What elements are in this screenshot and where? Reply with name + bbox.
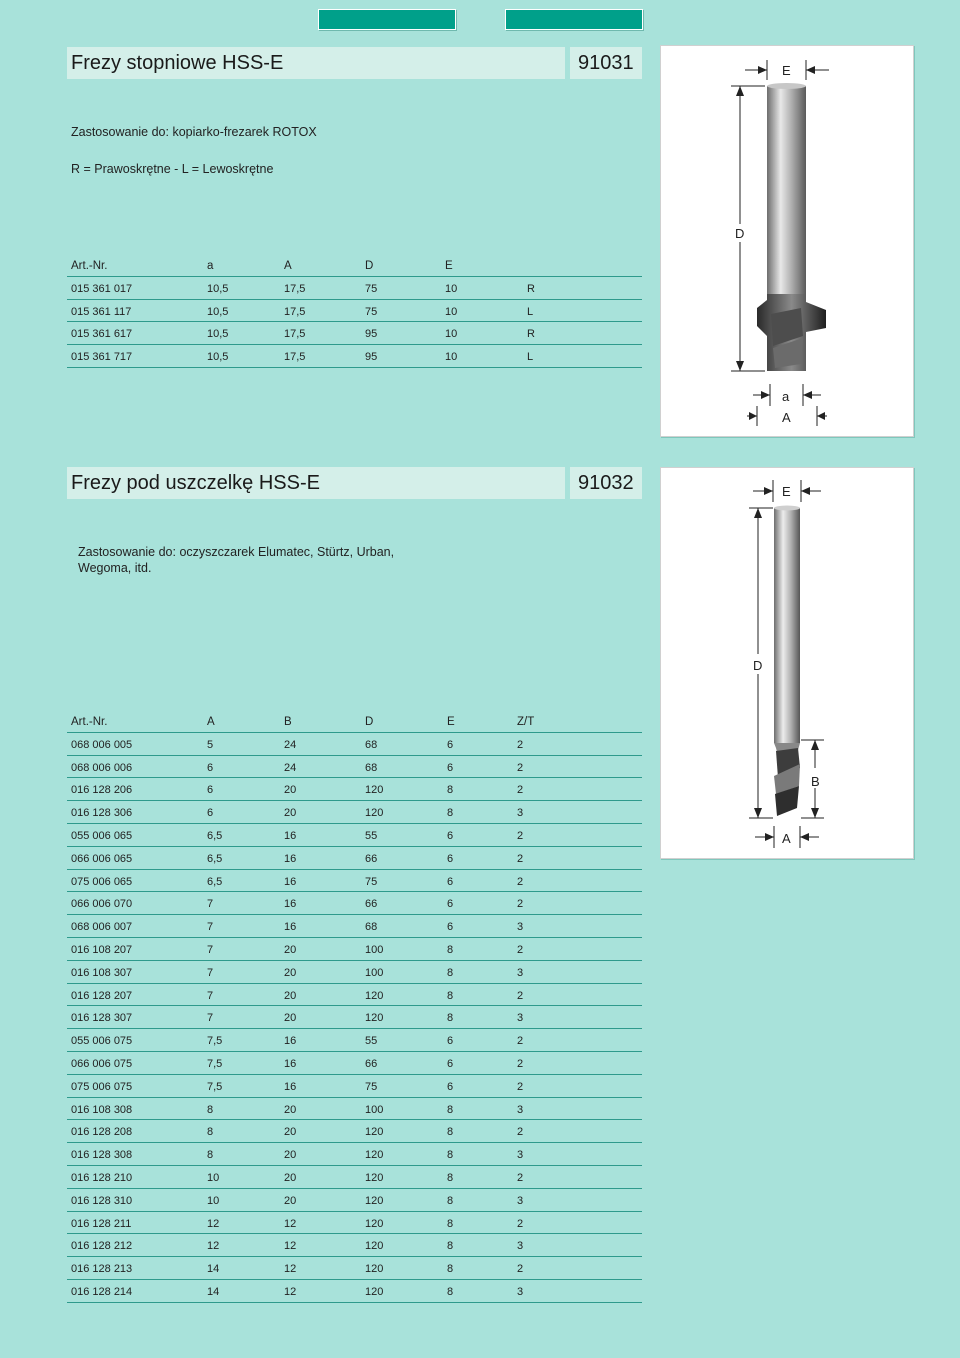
- table-cell: 100: [365, 1103, 384, 1116]
- table-row: [67, 847, 642, 870]
- table-cell: 20: [284, 1126, 297, 1139]
- table-cell: 2: [517, 852, 524, 865]
- table-cell: 7: [207, 898, 214, 911]
- section2-drawing: [660, 467, 914, 859]
- table-cell: 8: [447, 784, 454, 797]
- table-cell: 3: [517, 966, 524, 979]
- table-cell: 8: [447, 1149, 454, 1162]
- table-cell: 16: [284, 898, 297, 911]
- table-cell: 10,5: [207, 282, 229, 295]
- table-cell: 7,5: [207, 1057, 223, 1070]
- table-cell: 75: [365, 282, 378, 295]
- dim-a-label-2: A: [782, 831, 791, 846]
- section2-usage-line1: Zastosowanie do: oczyszczarek Elumatec, Stürtz, Urban,: [78, 545, 395, 559]
- table-cell: 8: [447, 1194, 454, 1207]
- table-cell: 20: [284, 989, 297, 1002]
- table-cell: 2: [517, 829, 524, 842]
- column-header: E: [447, 716, 455, 728]
- table-cell: 120: [365, 1194, 384, 1207]
- table-row: [67, 1189, 642, 1212]
- table-cell: 8: [207, 1103, 214, 1116]
- table-cell: 8: [447, 1126, 454, 1139]
- column-header: B: [284, 716, 292, 728]
- table-cell: 120: [365, 1217, 384, 1230]
- dim-e-label-2: E: [782, 484, 791, 499]
- table-cell: L: [527, 305, 534, 318]
- table-cell: 3: [517, 807, 524, 820]
- table-row: [67, 1212, 642, 1235]
- table-header-row: [67, 254, 642, 277]
- table-cell: 016 108 207: [71, 943, 133, 956]
- table-cell: 10,5: [207, 305, 229, 318]
- table-cell: 17,5: [284, 282, 306, 295]
- table-cell: 055 006 065: [71, 829, 133, 842]
- table-cell: 12: [284, 1217, 297, 1230]
- table-cell: 6: [447, 1035, 454, 1048]
- table-cell: 016 128 213: [71, 1263, 133, 1276]
- seal-groove-cutter-illustration: [661, 468, 913, 858]
- table-cell: 6: [447, 761, 454, 774]
- column-header: Art.-Nr.: [71, 716, 108, 728]
- table-row: [67, 984, 642, 1007]
- table-row: [67, 915, 642, 938]
- table-cell: 2: [517, 761, 524, 774]
- table-row: [67, 1280, 642, 1303]
- table-cell: 120: [365, 1126, 384, 1139]
- table-cell: 7: [207, 1012, 214, 1025]
- table-cell: L: [527, 351, 534, 364]
- table-cell: 8: [447, 1240, 454, 1253]
- table-cell: 3: [517, 1103, 524, 1116]
- table-cell: 6,5: [207, 875, 223, 888]
- table-cell: 120: [365, 989, 384, 1002]
- table-cell: 068 006 007: [71, 921, 133, 934]
- table-cell: 015 361 617: [71, 328, 133, 341]
- table-cell: 7: [207, 921, 214, 934]
- table-cell: 120: [365, 1149, 384, 1162]
- table-cell: 6: [447, 829, 454, 842]
- table-cell: 7: [207, 943, 214, 956]
- dim-b-label: B: [811, 774, 820, 789]
- table-cell: 75: [365, 875, 378, 888]
- table-cell: 7: [207, 989, 214, 1002]
- table-cell: 8: [447, 943, 454, 956]
- table-cell: 066 006 065: [71, 852, 133, 865]
- table-cell: 2: [517, 1057, 524, 1070]
- table-cell: 015 361 117: [71, 305, 132, 318]
- table-cell: 2: [517, 989, 524, 1002]
- table-cell: 3: [517, 1194, 524, 1207]
- table-row: [67, 961, 642, 984]
- table-cell: 66: [365, 898, 378, 911]
- table-cell: 8: [447, 1217, 454, 1230]
- table-cell: 20: [284, 966, 297, 979]
- table-cell: 10: [207, 1171, 220, 1184]
- section1-legend: R = Prawoskrętne - L = Lewoskrętne: [71, 162, 274, 176]
- table-row: [67, 322, 642, 345]
- section2-number: 91032: [570, 467, 642, 499]
- table-cell: 75: [365, 305, 378, 318]
- table-cell: 6: [447, 852, 454, 865]
- table-cell: 8: [447, 807, 454, 820]
- table-cell: 016 108 307: [71, 966, 133, 979]
- table-cell: 2: [517, 1263, 524, 1276]
- table-cell: 6: [447, 875, 454, 888]
- table-cell: 016 128 210: [71, 1171, 133, 1184]
- table-cell: 015 361 717: [71, 351, 133, 364]
- table-cell: 6: [207, 784, 214, 797]
- table-cell: 68: [365, 921, 378, 934]
- table-cell: 17,5: [284, 305, 306, 318]
- table-cell: 8: [447, 989, 454, 1002]
- table-cell: 5: [207, 738, 214, 751]
- table-cell: 14: [207, 1285, 220, 1298]
- table-cell: 20: [284, 1149, 297, 1162]
- table-cell: 068 006 005: [71, 738, 133, 751]
- table-cell: 16: [284, 852, 297, 865]
- table-cell: 016 108 308: [71, 1103, 133, 1116]
- table-cell: 6: [447, 898, 454, 911]
- section1-usage: Zastosowanie do: kopiarko-frezarek ROTOX: [71, 125, 317, 139]
- table-cell: 6: [447, 921, 454, 934]
- table-cell: 120: [365, 1171, 384, 1184]
- table-cell: 6: [207, 761, 214, 774]
- table-cell: 2: [517, 1217, 524, 1230]
- section2-usage-line2: Wegoma, itd.: [78, 561, 152, 575]
- table-row: [67, 1234, 642, 1257]
- table-cell: 016 128 212: [71, 1240, 133, 1253]
- table-row: [67, 1029, 642, 1052]
- column-header: a: [207, 260, 214, 272]
- table-cell: 3: [517, 1240, 524, 1253]
- table-cell: 016 128 310: [71, 1194, 133, 1207]
- table-cell: 015 361 017: [71, 282, 133, 295]
- table-cell: 066 006 070: [71, 898, 133, 911]
- table-cell: 68: [365, 738, 378, 751]
- table-cell: 016 128 207: [71, 989, 133, 1002]
- table-cell: 120: [365, 1285, 384, 1298]
- table-cell: 55: [365, 829, 378, 842]
- table-row: [67, 824, 642, 847]
- table-row: [67, 1257, 642, 1280]
- table-cell: 8: [207, 1126, 214, 1139]
- table-cell: 2: [517, 943, 524, 956]
- table-cell: 68: [365, 761, 378, 774]
- table-cell: 3: [517, 1149, 524, 1162]
- table-cell: 10: [445, 328, 458, 341]
- dim-e-label: E: [782, 63, 791, 78]
- table-row: [67, 778, 642, 801]
- table-cell: 120: [365, 784, 384, 797]
- section1-title: Frezy stopniowe HSS-E: [67, 47, 565, 79]
- table-cell: 6: [447, 1080, 454, 1093]
- table-cell: 20: [284, 784, 297, 797]
- table-cell: 55: [365, 1035, 378, 1048]
- table-cell: 16: [284, 829, 297, 842]
- nav-tab-1[interactable]: [318, 9, 456, 30]
- table-cell: 055 006 075: [71, 1035, 133, 1048]
- section1-table: [67, 254, 642, 368]
- table-cell: 12: [207, 1217, 220, 1230]
- table-cell: R: [527, 282, 535, 295]
- table-cell: 100: [365, 966, 384, 979]
- dim-a-small-label: a: [782, 389, 790, 404]
- table-row: [67, 756, 642, 779]
- table-cell: 075 006 065: [71, 875, 133, 888]
- table-cell: 3: [517, 921, 524, 934]
- table-cell: 066 006 075: [71, 1057, 133, 1070]
- table-cell: 3: [517, 1285, 524, 1298]
- table-cell: 016 128 208: [71, 1126, 133, 1139]
- table-cell: 16: [284, 875, 297, 888]
- table-cell: 100: [365, 943, 384, 956]
- table-cell: 20: [284, 1012, 297, 1025]
- table-row: [67, 1166, 642, 1189]
- table-header-row: [67, 710, 642, 733]
- table-cell: 16: [284, 1035, 297, 1048]
- table-cell: 6: [207, 807, 214, 820]
- table-cell: 8: [447, 1012, 454, 1025]
- table-cell: 75: [365, 1080, 378, 1093]
- table-cell: 8: [447, 1263, 454, 1276]
- table-cell: 10,5: [207, 351, 229, 364]
- table-row: [67, 1006, 642, 1029]
- table-cell: 95: [365, 328, 378, 341]
- table-row: [67, 1098, 642, 1121]
- table-row: [67, 801, 642, 824]
- column-header: Z/T: [517, 716, 535, 728]
- table-cell: 2: [517, 1171, 524, 1184]
- dim-d-label-2: D: [753, 658, 763, 673]
- table-cell: 2: [517, 898, 524, 911]
- table-cell: 12: [284, 1263, 297, 1276]
- table-cell: 016 128 214: [71, 1285, 133, 1298]
- table-cell: 2: [517, 875, 524, 888]
- table-cell: 016 128 211: [71, 1217, 132, 1230]
- table-cell: 7,5: [207, 1080, 223, 1093]
- table-cell: 8: [447, 966, 454, 979]
- table-cell: 12: [284, 1240, 297, 1253]
- table-cell: 12: [284, 1285, 297, 1298]
- table-cell: 17,5: [284, 351, 306, 364]
- dim-a-big-label: A: [782, 410, 791, 425]
- table-cell: 20: [284, 1194, 297, 1207]
- table-cell: R: [527, 328, 535, 341]
- table-cell: 14: [207, 1263, 220, 1276]
- table-cell: 7: [207, 966, 214, 979]
- section2-title: Frezy pod uszczelkę HSS-E: [67, 467, 565, 499]
- column-header: Art.-Nr.: [71, 260, 108, 272]
- table-row: [67, 1143, 642, 1166]
- table-row: [67, 892, 642, 915]
- table-cell: 7,5: [207, 1035, 223, 1048]
- table-cell: 20: [284, 807, 297, 820]
- table-row: [67, 1052, 642, 1075]
- table-cell: 6,5: [207, 852, 223, 865]
- table-cell: 6: [447, 738, 454, 751]
- table-cell: 20: [284, 943, 297, 956]
- table-row: [67, 733, 642, 756]
- table-cell: 20: [284, 1103, 297, 1116]
- table-row: [67, 938, 642, 961]
- table-cell: 10: [445, 305, 458, 318]
- table-row: [67, 1120, 642, 1143]
- table-cell: 016 128 206: [71, 784, 133, 797]
- table-cell: 2: [517, 1126, 524, 1139]
- table-row: [67, 277, 642, 300]
- table-cell: 075 006 075: [71, 1080, 133, 1093]
- table-cell: 120: [365, 807, 384, 820]
- nav-tab-2[interactable]: [505, 9, 643, 30]
- table-cell: 2: [517, 1080, 524, 1093]
- table-cell: 66: [365, 852, 378, 865]
- table-row: [67, 1075, 642, 1098]
- table-cell: 10: [445, 282, 458, 295]
- table-cell: 95: [365, 351, 378, 364]
- table-cell: 24: [284, 761, 297, 774]
- table-cell: 12: [207, 1240, 220, 1253]
- column-header: A: [207, 716, 215, 728]
- table-cell: 20: [284, 1171, 297, 1184]
- table-cell: 66: [365, 1057, 378, 1070]
- column-header: D: [365, 260, 374, 272]
- column-header: A: [284, 260, 292, 272]
- table-cell: 16: [284, 1080, 297, 1093]
- table-cell: 120: [365, 1263, 384, 1276]
- table-cell: 068 006 006: [71, 761, 133, 774]
- step-cutter-illustration: [661, 46, 913, 436]
- table-cell: 10: [207, 1194, 220, 1207]
- dim-d-label: D: [735, 226, 745, 241]
- table-cell: 10,5: [207, 328, 229, 341]
- table-cell: 24: [284, 738, 297, 751]
- table-cell: 2: [517, 738, 524, 751]
- table-cell: 16: [284, 1057, 297, 1070]
- table-cell: 120: [365, 1012, 384, 1025]
- table-cell: 16: [284, 921, 297, 934]
- table-row: [67, 300, 642, 323]
- table-cell: 016 128 307: [71, 1012, 133, 1025]
- table-cell: 2: [517, 1035, 524, 1048]
- table-row: [67, 870, 642, 893]
- table-cell: 8: [447, 1103, 454, 1116]
- section1-number: 91031: [570, 47, 642, 79]
- table-cell: 2: [517, 784, 524, 797]
- table-cell: 3: [517, 1012, 524, 1025]
- table-cell: 6: [447, 1057, 454, 1070]
- table-cell: 016 128 308: [71, 1149, 133, 1162]
- table-cell: 6,5: [207, 829, 223, 842]
- table-cell: 8: [207, 1149, 214, 1162]
- table-cell: 10: [445, 351, 458, 364]
- table-row: [67, 345, 642, 368]
- column-header: E: [445, 260, 453, 272]
- section1-drawing: [660, 45, 914, 437]
- table-cell: 8: [447, 1171, 454, 1184]
- table-cell: 8: [447, 1285, 454, 1298]
- table-cell: 120: [365, 1240, 384, 1253]
- section2-table: [67, 710, 642, 1303]
- table-cell: 016 128 306: [71, 807, 133, 820]
- column-header: D: [365, 716, 374, 728]
- table-cell: 17,5: [284, 328, 306, 341]
